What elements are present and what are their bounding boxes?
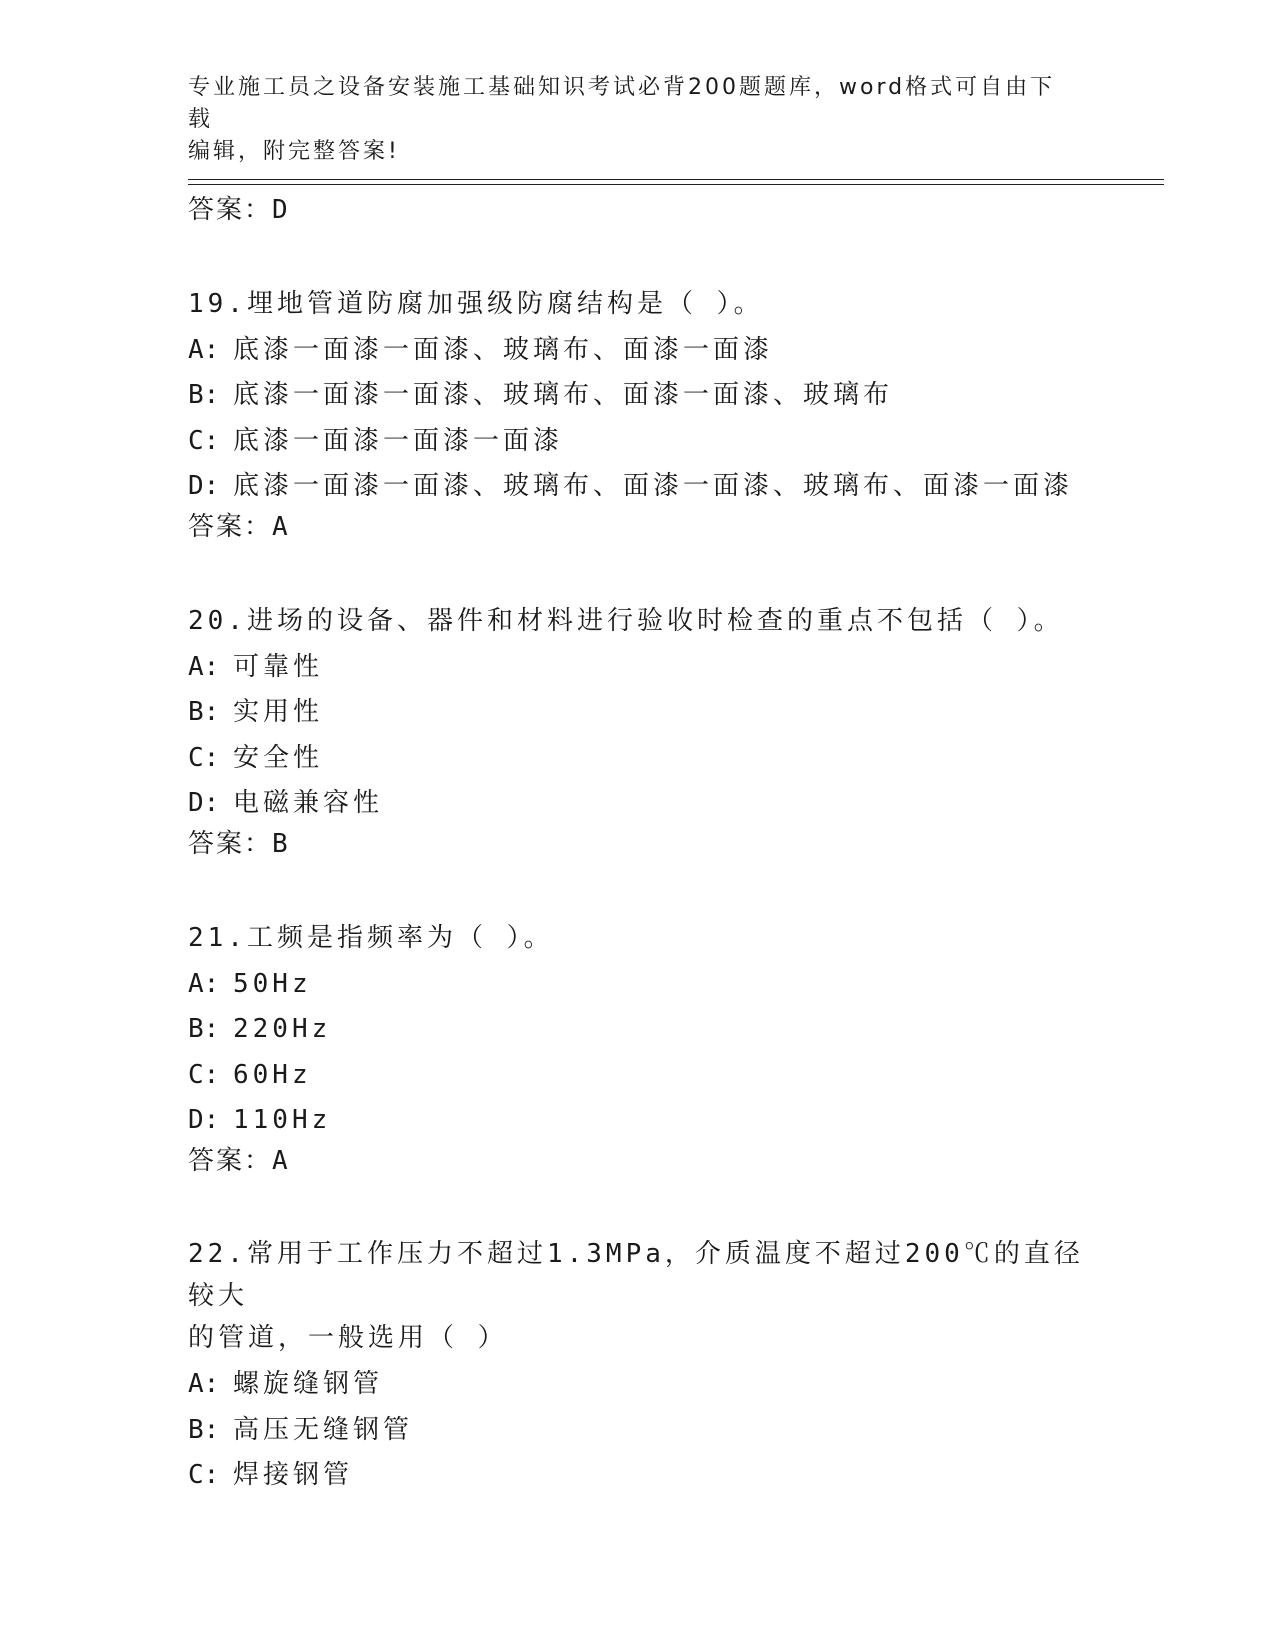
answer-label: 答案：	[188, 828, 273, 859]
question-stem-continued: 的管道，一般选用（ ）	[188, 1322, 508, 1353]
option-text: 螺旋缝钢管	[233, 1368, 384, 1399]
option-key: C:	[188, 1460, 220, 1491]
option-key: B:	[188, 380, 220, 411]
option-a	[188, 328, 1088, 374]
question-list	[188, 193, 1088, 1499]
answer-value: B	[272, 828, 290, 859]
option-d	[188, 1098, 1088, 1144]
header-divider-top	[188, 179, 1164, 180]
answer-line	[188, 827, 1088, 861]
option-b	[188, 690, 1088, 736]
header-line-2: 编辑，附完整答案!	[188, 139, 400, 164]
option-text: 底漆一面漆一面漆、玻璃布、面漆一面漆	[233, 334, 774, 365]
option-b	[188, 373, 1088, 419]
question-stem: 19.埋地管道防腐加强级防腐结构是（ ）。	[188, 289, 764, 319]
question-20	[188, 599, 1088, 861]
option-key: C:	[188, 742, 220, 773]
answer-label: 答案：	[188, 195, 273, 225]
document-header	[188, 72, 1068, 168]
option-key: A:	[188, 1368, 220, 1399]
answer-line	[188, 1144, 1088, 1178]
option-text: 实用性	[233, 697, 324, 728]
option-key: B:	[188, 1014, 220, 1045]
option-key: A:	[188, 651, 220, 682]
question-stem: 22.常用于工作压力不超过1.3MPa，介质温度不超过200℃的直径较大	[188, 1238, 1084, 1311]
option-text: 焊接钢管	[233, 1460, 354, 1491]
option-text: 50Hz	[233, 968, 312, 999]
header-divider-bottom	[188, 184, 1164, 185]
answer-value: D	[272, 195, 290, 225]
option-c	[188, 736, 1088, 782]
option-key: A:	[188, 334, 220, 365]
option-b	[188, 1007, 1088, 1053]
answer-value: A	[272, 511, 290, 542]
answer-line	[188, 510, 1088, 544]
question-21	[188, 916, 1088, 1178]
option-a	[188, 962, 1088, 1008]
option-c	[188, 419, 1088, 465]
question-22	[188, 1233, 1088, 1499]
option-text: 高压无缝钢管	[233, 1414, 414, 1445]
option-key: C:	[188, 425, 220, 456]
option-a	[188, 1362, 1088, 1408]
option-text: 可靠性	[233, 651, 324, 682]
option-d	[188, 464, 1088, 510]
option-key: A:	[188, 968, 220, 999]
option-text: 110Hz	[233, 1105, 332, 1136]
option-key: D:	[188, 471, 220, 502]
option-d	[188, 781, 1088, 827]
option-key: D:	[188, 1105, 220, 1136]
option-text: 60Hz	[233, 1059, 312, 1090]
option-key: D:	[188, 788, 220, 819]
answer-label: 答案：	[188, 1145, 273, 1176]
option-text: 底漆一面漆一面漆、玻璃布、面漆一面漆、玻璃布	[233, 380, 894, 411]
option-text: 220Hz	[233, 1014, 332, 1045]
question-stem: 20.进场的设备、器件和材料进行验收时检查的重点不包括（ ）。	[188, 605, 1064, 636]
option-text: 底漆一面漆一面漆、玻璃布、面漆一面漆、玻璃布、面漆一面漆	[233, 471, 1074, 502]
answer-value: A	[272, 1145, 290, 1176]
question-stem: 21.工频是指频率为（ ）。	[188, 922, 554, 953]
option-text: 安全性	[233, 742, 324, 773]
option-c	[188, 1053, 1088, 1099]
answer-line	[188, 193, 1088, 227]
option-b	[188, 1408, 1088, 1454]
option-key: B:	[188, 697, 220, 728]
option-text: 电磁兼容性	[233, 788, 384, 819]
option-a	[188, 645, 1088, 691]
option-text: 底漆一面漆一面漆一面漆	[233, 425, 564, 456]
option-key: B:	[188, 1414, 220, 1445]
answer-label: 答案：	[188, 511, 273, 542]
option-c	[188, 1453, 1088, 1499]
question-19	[188, 282, 1088, 544]
header-line-1: 专业施工员之设备安装施工基础知识考试必背200题题库，word格式可自由下载	[188, 75, 1056, 132]
option-key: C:	[188, 1059, 220, 1090]
